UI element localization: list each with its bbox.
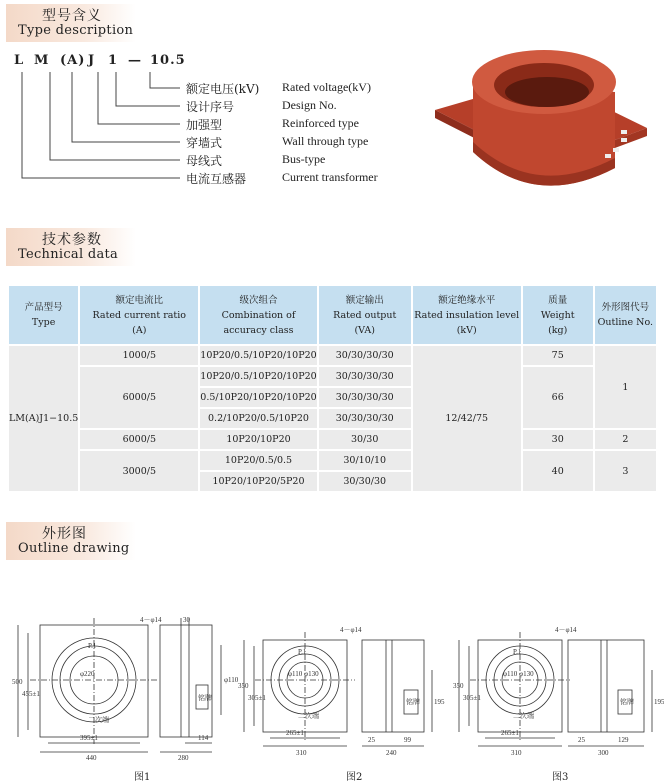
table-cell: 10P20/10P20	[200, 430, 316, 449]
section-title-en: Outline drawing	[18, 541, 130, 556]
table-cell: 6000/5	[80, 430, 198, 449]
fig3-hole-label: 4－φ14	[555, 626, 577, 634]
outline-drawing-header	[6, 522, 136, 560]
table-cell: 30/30/30/30	[319, 346, 411, 365]
table-cell: 0.2/10P20/0.5/10P20	[200, 409, 316, 428]
desc-en: Bus-type	[282, 152, 326, 166]
table-cell: 10P20/0.5/10P20/10P20	[200, 346, 316, 365]
section-title-en: Technical data	[18, 247, 119, 262]
section-title-cn: 型号含义	[42, 8, 102, 24]
fig3-side-w: 300	[598, 749, 609, 757]
section-title-en: Type description	[18, 23, 134, 38]
technical-data-table	[7, 284, 658, 493]
table-cell-type: LM(A)J1−10.5	[9, 346, 78, 491]
table-cell: 30	[523, 430, 593, 449]
fig1-side-view	[160, 625, 212, 737]
fig2-hp: 305±1	[248, 694, 266, 702]
fig2-pitch: 265±1	[286, 729, 304, 737]
table-header: 级次组合 Combination of accuracy class	[200, 286, 316, 344]
fig2-term: 二次端	[298, 712, 319, 720]
desc-cn: 加强型	[186, 118, 223, 132]
fig3-width: 310	[511, 749, 522, 757]
table-header: 质量 Weight (kg)	[523, 286, 593, 344]
section-title-cn: 技术参数	[42, 232, 102, 248]
table-cell-insulation: 12/42/75	[413, 346, 521, 491]
fig1-hole-label: 4－φ14	[140, 616, 162, 624]
table-row	[9, 346, 656, 365]
table-header-row	[9, 286, 656, 344]
model-letter: J	[88, 53, 96, 68]
fig3-height: 350	[453, 682, 464, 690]
table-cell: 10P20/0.5/10P20/10P20	[200, 367, 316, 386]
fig3-plate: 铭牌	[620, 698, 634, 706]
desc-en: Rated voltage(kV)	[282, 80, 371, 94]
desc-cn: 电流互感器	[186, 172, 247, 186]
table-header: 外形图代号 Outline No.	[595, 286, 656, 344]
fig1-plate: 铭牌	[198, 694, 212, 702]
table-row	[9, 367, 656, 386]
fig2-side-w: 240	[386, 749, 397, 757]
fig3-pitch: 265±1	[501, 729, 519, 737]
table-cell: 30/30/30/30	[319, 388, 411, 407]
fig1-side-d: φ110	[224, 676, 239, 684]
fig1-width: 440	[86, 754, 97, 762]
model-letter: M	[34, 53, 50, 68]
fig3-side-a: 129	[618, 736, 629, 744]
figure-caption: 图2	[346, 772, 363, 783]
model-letter: L	[14, 53, 25, 68]
table-row	[9, 430, 656, 449]
table-cell: 10P20/10P20/5P20	[200, 472, 316, 491]
fig3-side-h: 195	[654, 698, 664, 706]
fig2-side-a: 99	[404, 736, 411, 744]
fig2-hole-label: 4－φ14	[340, 626, 362, 634]
table-cell: 30/30/30	[319, 472, 411, 491]
fig2-width: 310	[296, 749, 307, 757]
desc-cn: 设计序号	[186, 100, 235, 114]
fig1-hp: 455±1	[22, 690, 40, 698]
fig1-p1: P.1	[88, 642, 97, 650]
desc-cn: 额定电压(kV)	[186, 82, 260, 96]
table-cell: 66	[523, 367, 593, 428]
fig2-p1: P.1	[298, 648, 307, 656]
desc-cn: 母线式	[186, 154, 223, 168]
model-letter: (A)	[60, 53, 86, 68]
desc-en: Design No.	[282, 98, 337, 112]
table-cell: 10P20/0.5/0.5	[200, 451, 316, 470]
fig1-term: 二次端	[88, 716, 109, 724]
fig3-side-b: 25	[578, 736, 585, 744]
table-cell: 30/30	[319, 430, 411, 449]
table-cell: 30/30/30/30	[319, 367, 411, 386]
table-cell: 0.5/10P20/10P20/10P20	[200, 388, 316, 407]
fig2-side-b: 25	[368, 736, 375, 744]
desc-cn: 穿墙式	[186, 136, 223, 150]
fig3-side-view	[568, 640, 644, 732]
table-cell: 3	[595, 451, 656, 491]
fig1-side-a: 114	[198, 734, 209, 742]
fig1-bore: φ220	[80, 670, 95, 678]
technical-data-header	[6, 228, 136, 266]
table-header: 额定电流比 Rated current ratio (A)	[80, 286, 198, 344]
fig3-p1: P.1	[513, 648, 522, 656]
product-photo	[425, 40, 655, 210]
fig1-side-w: 280	[178, 754, 189, 762]
table-cell: 1	[595, 346, 656, 428]
table-cell: 30/10/10	[319, 451, 411, 470]
fig1-side-top: 30	[183, 616, 190, 624]
outline-drawings	[0, 600, 664, 768]
table-cell: 1000/5	[80, 346, 198, 365]
model-letter: 10.5	[150, 53, 186, 68]
fig3-hp: 305±1	[463, 694, 481, 702]
table-cell: 6000/5	[80, 367, 198, 428]
figure-caption: 图3	[552, 772, 569, 783]
table-cell: 75	[523, 346, 593, 365]
table-cell: 40	[523, 451, 593, 491]
fig2-height: 350	[238, 682, 249, 690]
desc-en: Current transformer	[282, 170, 378, 184]
table-row	[9, 451, 656, 470]
table-cell: 3000/5	[80, 451, 198, 491]
fig1-height: 500	[12, 678, 23, 686]
table-header: 产品型号 Type	[9, 286, 78, 344]
fig1-pitch: 395±1	[80, 734, 98, 742]
desc-en: Reinforced type	[282, 116, 359, 130]
figure-caption: 图1	[134, 772, 151, 783]
model-letter: —	[128, 53, 142, 68]
table-cell: 30/30/30/30	[319, 409, 411, 428]
model-letter: 1	[108, 53, 119, 68]
table-header: 额定绝缘水平 Rated insulation level (kV)	[413, 286, 521, 344]
fig3-term: 二次端	[513, 712, 534, 720]
fig2-side-h: 195	[434, 698, 445, 706]
fig3-bore: φ110 φ130	[503, 670, 534, 678]
table-header: 额定输出 Rated output (VA)	[319, 286, 411, 344]
fig2-side-view	[362, 640, 424, 732]
fig2-bore: φ110 φ130	[288, 670, 319, 678]
desc-en: Wall through type	[282, 134, 369, 148]
fig2-plate: 铭牌	[406, 698, 420, 706]
section-title-cn: 外形图	[42, 526, 87, 542]
table-cell: 2	[595, 430, 656, 449]
